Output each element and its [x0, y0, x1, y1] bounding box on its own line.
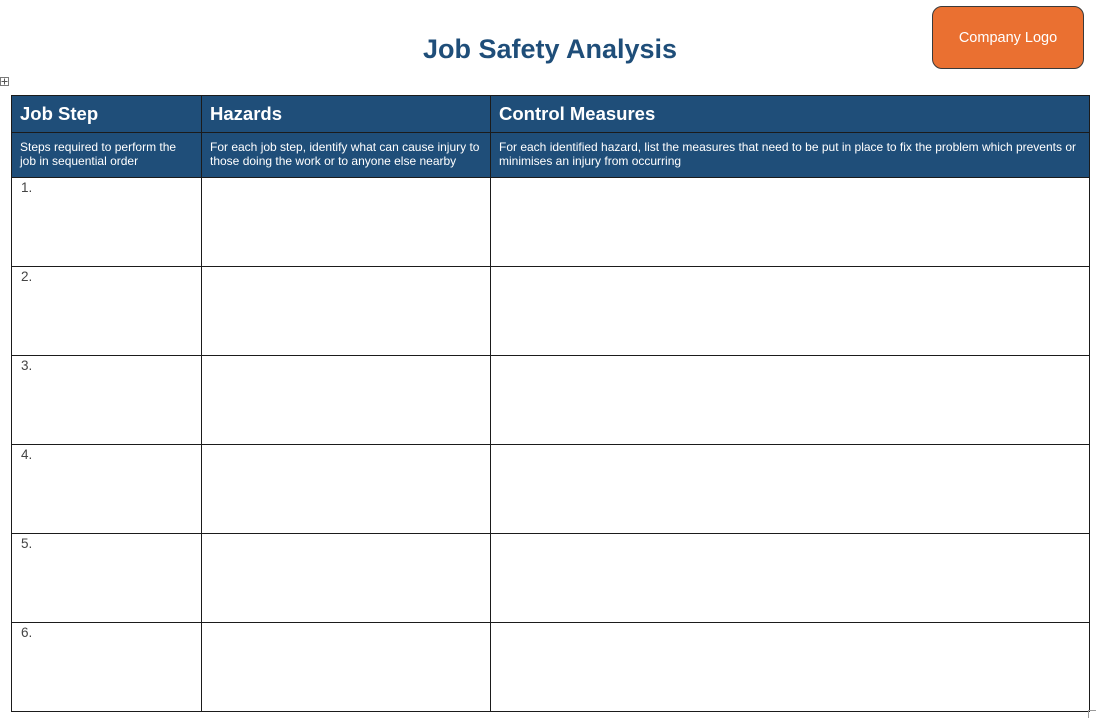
table-resize-handle[interactable] [1088, 710, 1096, 718]
control-measures-cell[interactable] [491, 445, 1090, 534]
move-arrows-icon [1, 78, 8, 85]
hazards-cell[interactable] [202, 445, 491, 534]
company-logo-label: Company Logo [958, 29, 1058, 46]
table-row [12, 178, 1090, 267]
job-step-cell[interactable]: 3. [12, 356, 202, 445]
table-move-handle-icon[interactable] [0, 77, 9, 86]
company-logo-placeholder[interactable] [932, 6, 1084, 69]
hazards-cell[interactable] [202, 178, 491, 267]
control-measures-cell[interactable] [491, 356, 1090, 445]
column-heading-control-measures: Control Measures [491, 96, 1090, 133]
column-description-job-step: Steps required to perform the job in sequential order [12, 133, 202, 178]
table-row [12, 534, 1090, 623]
hazards-cell[interactable] [202, 623, 491, 712]
control-measures-cell[interactable] [491, 623, 1090, 712]
job-step-cell[interactable]: 2. [12, 267, 202, 356]
hazards-cell[interactable] [202, 534, 491, 623]
table-header-row [12, 96, 1090, 133]
table-description-row [12, 133, 1090, 178]
table-row [12, 356, 1090, 445]
table-row [12, 267, 1090, 356]
job-step-cell[interactable]: 6. [12, 623, 202, 712]
hazards-cell[interactable] [202, 356, 491, 445]
job-step-cell[interactable]: 5. [12, 534, 202, 623]
table-row [12, 623, 1090, 712]
control-measures-cell[interactable] [491, 267, 1090, 356]
table-row [12, 445, 1090, 534]
job-step-cell[interactable]: 1. [12, 178, 202, 267]
control-measures-cell[interactable] [491, 534, 1090, 623]
column-heading-job-step: Job Step [12, 96, 202, 133]
job-safety-table [11, 95, 1090, 712]
page-title: Job Safety Analysis [422, 34, 678, 64]
column-description-control-measures: For each identified hazard, list the measures that need to be put in place to fix the problem which prevents or minimises an injury from occurring [491, 133, 1090, 178]
control-measures-cell[interactable] [491, 178, 1090, 267]
job-step-cell[interactable]: 4. [12, 445, 202, 534]
hazards-cell[interactable] [202, 267, 491, 356]
column-description-hazards: For each job step, identify what can cause injury to those doing the work or to anyone else nearby [202, 133, 491, 178]
column-heading-hazards: Hazards [202, 96, 491, 133]
